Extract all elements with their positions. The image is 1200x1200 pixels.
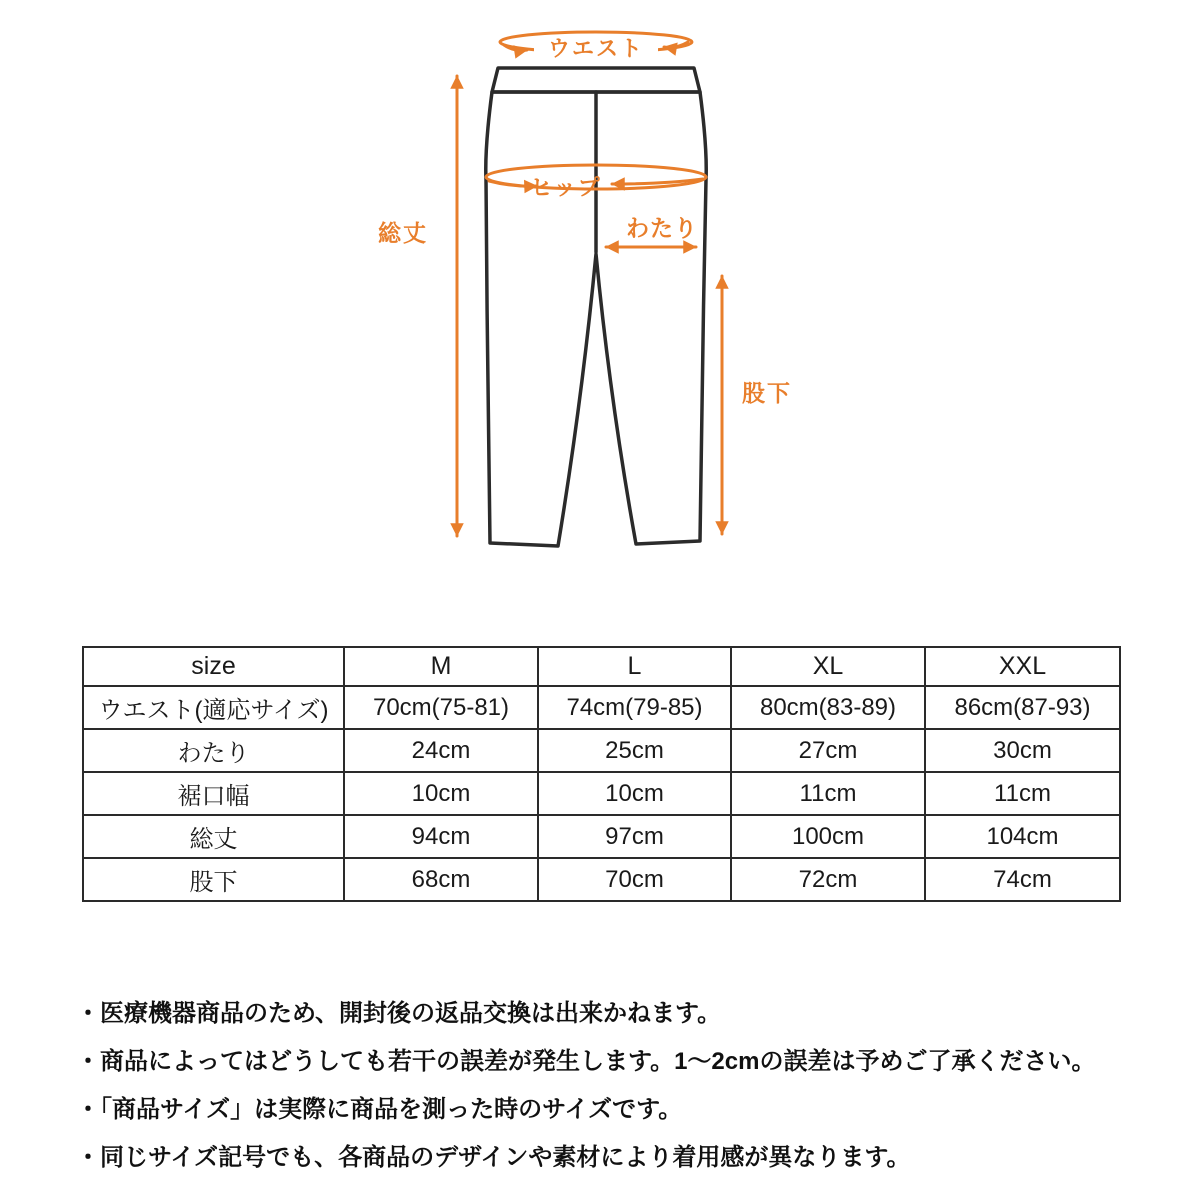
size-table-cell: 70cm bbox=[538, 858, 731, 901]
size-table-cell: 94cm bbox=[344, 815, 538, 858]
note-line: ・医療機器商品のため、開封後の返品交換は出来かねます。 bbox=[76, 1000, 722, 1027]
total-length-label: 総丈 bbox=[378, 220, 428, 246]
waist-label: ウエスト bbox=[547, 36, 645, 61]
size-table-header-cell: L bbox=[538, 647, 731, 686]
note-line: ・「商品サイズ」は実際に商品を測った時のサイズです。 bbox=[76, 1096, 683, 1123]
size-table-cell: 74cm bbox=[925, 858, 1120, 901]
size-table-cell: 97cm bbox=[538, 815, 731, 858]
note-line: ・同じサイズ記号でも、各商品のデザインや素材により着用感が異なります。 bbox=[76, 1144, 911, 1171]
inseam-label: 股下 bbox=[742, 380, 792, 406]
pants-waistband bbox=[492, 68, 700, 92]
size-table-header-cell: M bbox=[344, 647, 538, 686]
note-line: ・商品によってはどうしても若干の誤差が発生します。1〜2cmの誤差は予めご了承ください。 bbox=[76, 1048, 1096, 1075]
size-table-row-label: わたり bbox=[83, 729, 344, 772]
size-table-header-cell: XXL bbox=[925, 647, 1120, 686]
table-row bbox=[83, 729, 1120, 772]
size-table-cell: 11cm bbox=[925, 772, 1120, 815]
table-row bbox=[83, 815, 1120, 858]
table-row bbox=[83, 772, 1120, 815]
size-table-row-label: 股下 bbox=[83, 858, 344, 901]
size-table-cell: 68cm bbox=[344, 858, 538, 901]
product-notes bbox=[76, 990, 1156, 1182]
size-table bbox=[82, 646, 1121, 902]
size-table-cell: 10cm bbox=[344, 772, 538, 815]
size-table-cell: 11cm bbox=[731, 772, 925, 815]
size-table-cell: 80cm(83-89) bbox=[731, 686, 925, 729]
hip-label: ヒップ bbox=[530, 175, 602, 200]
size-table-cell: 24cm bbox=[344, 729, 538, 772]
size-table-cell: 104cm bbox=[925, 815, 1120, 858]
size-table-header-cell: XL bbox=[731, 647, 925, 686]
size-table-cell: 100cm bbox=[731, 815, 925, 858]
size-table-cell: 86cm(87-93) bbox=[925, 686, 1120, 729]
size-table-row-label: 裾口幅 bbox=[83, 772, 344, 815]
size-table-cell: 27cm bbox=[731, 729, 925, 772]
size-table-row-label: 総丈 bbox=[83, 815, 344, 858]
size-table-cell: 30cm bbox=[925, 729, 1120, 772]
size-table-header-row bbox=[83, 647, 1120, 686]
size-table-header-cell: size bbox=[83, 647, 344, 686]
table-row bbox=[83, 858, 1120, 901]
table-row bbox=[83, 686, 1120, 729]
size-table-cell: 70cm(75-81) bbox=[344, 686, 538, 729]
size-table-cell: 74cm(79-85) bbox=[538, 686, 731, 729]
size-table-cell: 25cm bbox=[538, 729, 731, 772]
thigh-label: わたり bbox=[626, 215, 698, 241]
size-table-cell: 10cm bbox=[538, 772, 731, 815]
size-table-row-label: ウエスト(適応サイズ) bbox=[83, 686, 344, 729]
size-table-cell: 72cm bbox=[731, 858, 925, 901]
